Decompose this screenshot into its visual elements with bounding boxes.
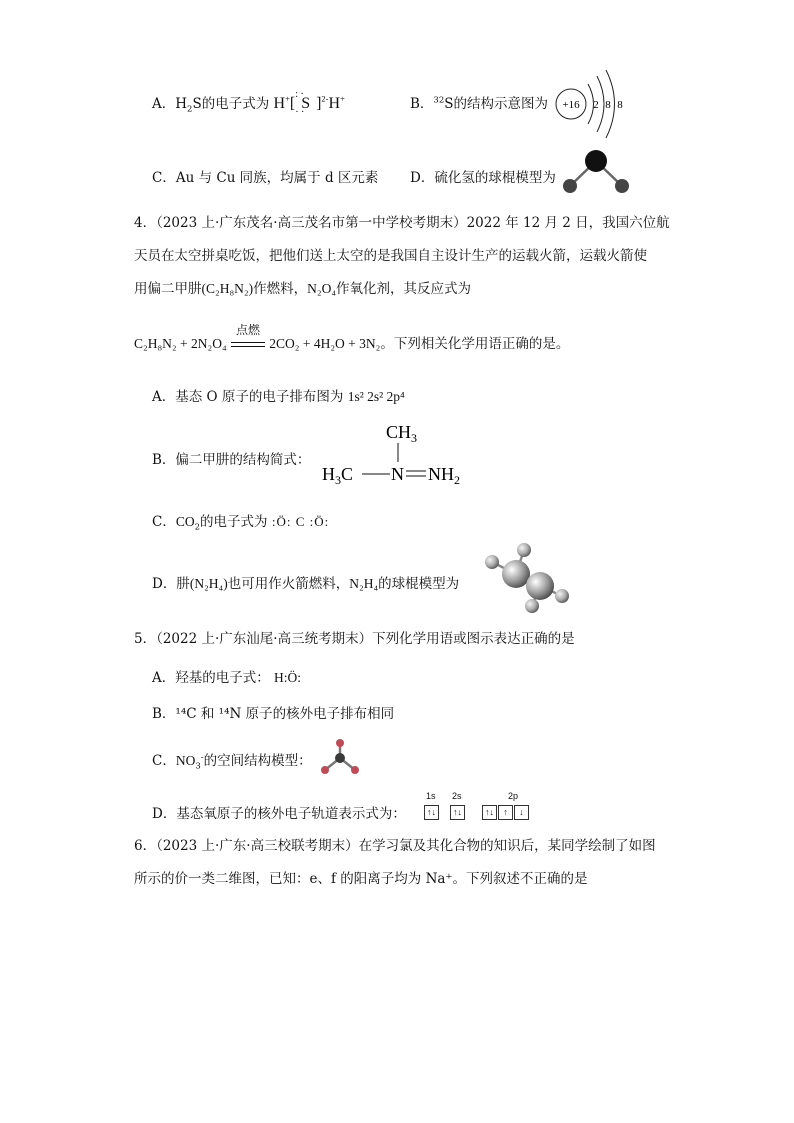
q4-option-a: A．基态 O 原子的电子排布图为 1s² 2s² 2p⁴: [152, 389, 405, 405]
q3-option-c: C．Au 与 Cu 同族，均属于 d 区元素: [152, 170, 379, 186]
n2h4-ball-stick-model: [482, 540, 574, 614]
q3-option-d: D．硫化氢的球棍模型为: [410, 170, 556, 186]
q6-stem-line-2: 所示的价一类二维图，已知：e、f 的阳离子均为 Na⁺。下列叙述不正确的是: [134, 871, 588, 887]
q5-stem: 5．（2022 上·广东汕尾·高三统考期末）下列化学用语或图示表达正确的是: [134, 631, 575, 647]
oxygen-orbital-diagram: [420, 791, 550, 825]
orbital-box-2p-2: ↑: [498, 805, 513, 820]
equals-sign: [231, 342, 265, 347]
sulfur-atom-structure-diagram: [553, 66, 633, 136]
nucleus-charge: +16: [562, 99, 580, 111]
ch3-group: $CH_3$: [386, 422, 418, 445]
q4-option-b: B．偏二甲肼的结构简式：: [152, 452, 311, 468]
shell-1-count: 2: [593, 99, 599, 111]
q3-option-a: A．$H_2S$的电子式为 H+[ : · S · · ]$^{2-}$H+: [152, 89, 345, 118]
h2s-electron-formula: H+[ : · S · · ]$^{2-}$H+: [273, 89, 345, 118]
nh2-group: $NH_2$: [428, 464, 460, 487]
orbital-label-1s: 1s: [426, 791, 436, 801]
q5-option-d: D．基态氧原子的核外电子轨道表示式为：: [152, 806, 406, 822]
hydroxyl-electron-formula: H:Ö:: [274, 670, 302, 685]
q5-option-c: C．$NO_3^-$的空间结构模型：: [152, 752, 312, 772]
q4-option-d: D．肼(N₂H₄)也可用作火箭燃料，N₂H₄的球棍模型为: [152, 576, 460, 592]
orbital-box-2s: ↑↓: [450, 805, 465, 820]
q6-stem-line-1: 6．（2023 上·广东·高三校联考期末）在学习氯及其化合物的知识后，某同学绘制了如图: [134, 838, 656, 854]
q4-stem-line-3: 用偏二甲肼(C₂H₈N₂)作燃料，N₂O₄作氧化剂，其反应式为: [134, 281, 472, 297]
nitrogen-atom: N: [391, 464, 404, 484]
q5-option-a: A．羟基的电子式： H:Ö:: [152, 670, 302, 686]
q4-option-c: C．$CO_2$的电子式为 :Ö: C :Ö:: [152, 514, 330, 533]
orbital-label-2p: 2p: [508, 791, 519, 801]
q4-reaction-equation: C₂H₈N₂ + 2N₂O₄ 点燃 2CO₂ + 4H₂O + 3N₂。下列相关化学用语正确的是。: [134, 323, 570, 352]
orbital-box-1s: ↑↓: [424, 805, 439, 820]
co2-electron-formula: :Ö: C :Ö:: [271, 514, 330, 529]
q4-stem-line-1: 4．（2023 上·广东茂名·高三茂名市第一中学校考期末）2022 年 12 月 2 日，我国六位航: [134, 215, 670, 231]
nitrate-space-model: [318, 738, 362, 778]
orbital-label-2s: 2s: [452, 791, 462, 801]
udmh-structural-formula: [320, 418, 480, 488]
h2s-ball-stick-model: [560, 148, 636, 198]
reaction-condition: 点燃: [235, 323, 260, 337]
shell-2-count: 8: [605, 99, 611, 111]
q4-stem-line-2: 天员在太空拼桌吃饭，把他们送上太空的是我国自主设计生产的运载火箭，运载火箭使: [134, 248, 647, 264]
h3c-group: $H_3C$: [322, 464, 354, 487]
q3-option-b: B．$^{32}$S的结构示意图为: [410, 95, 548, 112]
shell-3-count: 8: [617, 99, 623, 111]
orbital-box-2p-1: ↑↓: [482, 805, 497, 820]
orbital-box-2p-3: ↓: [514, 805, 529, 820]
q5-option-b: B．¹⁴C 和 ¹⁴N 原子的核外电子排布相同: [152, 706, 395, 722]
